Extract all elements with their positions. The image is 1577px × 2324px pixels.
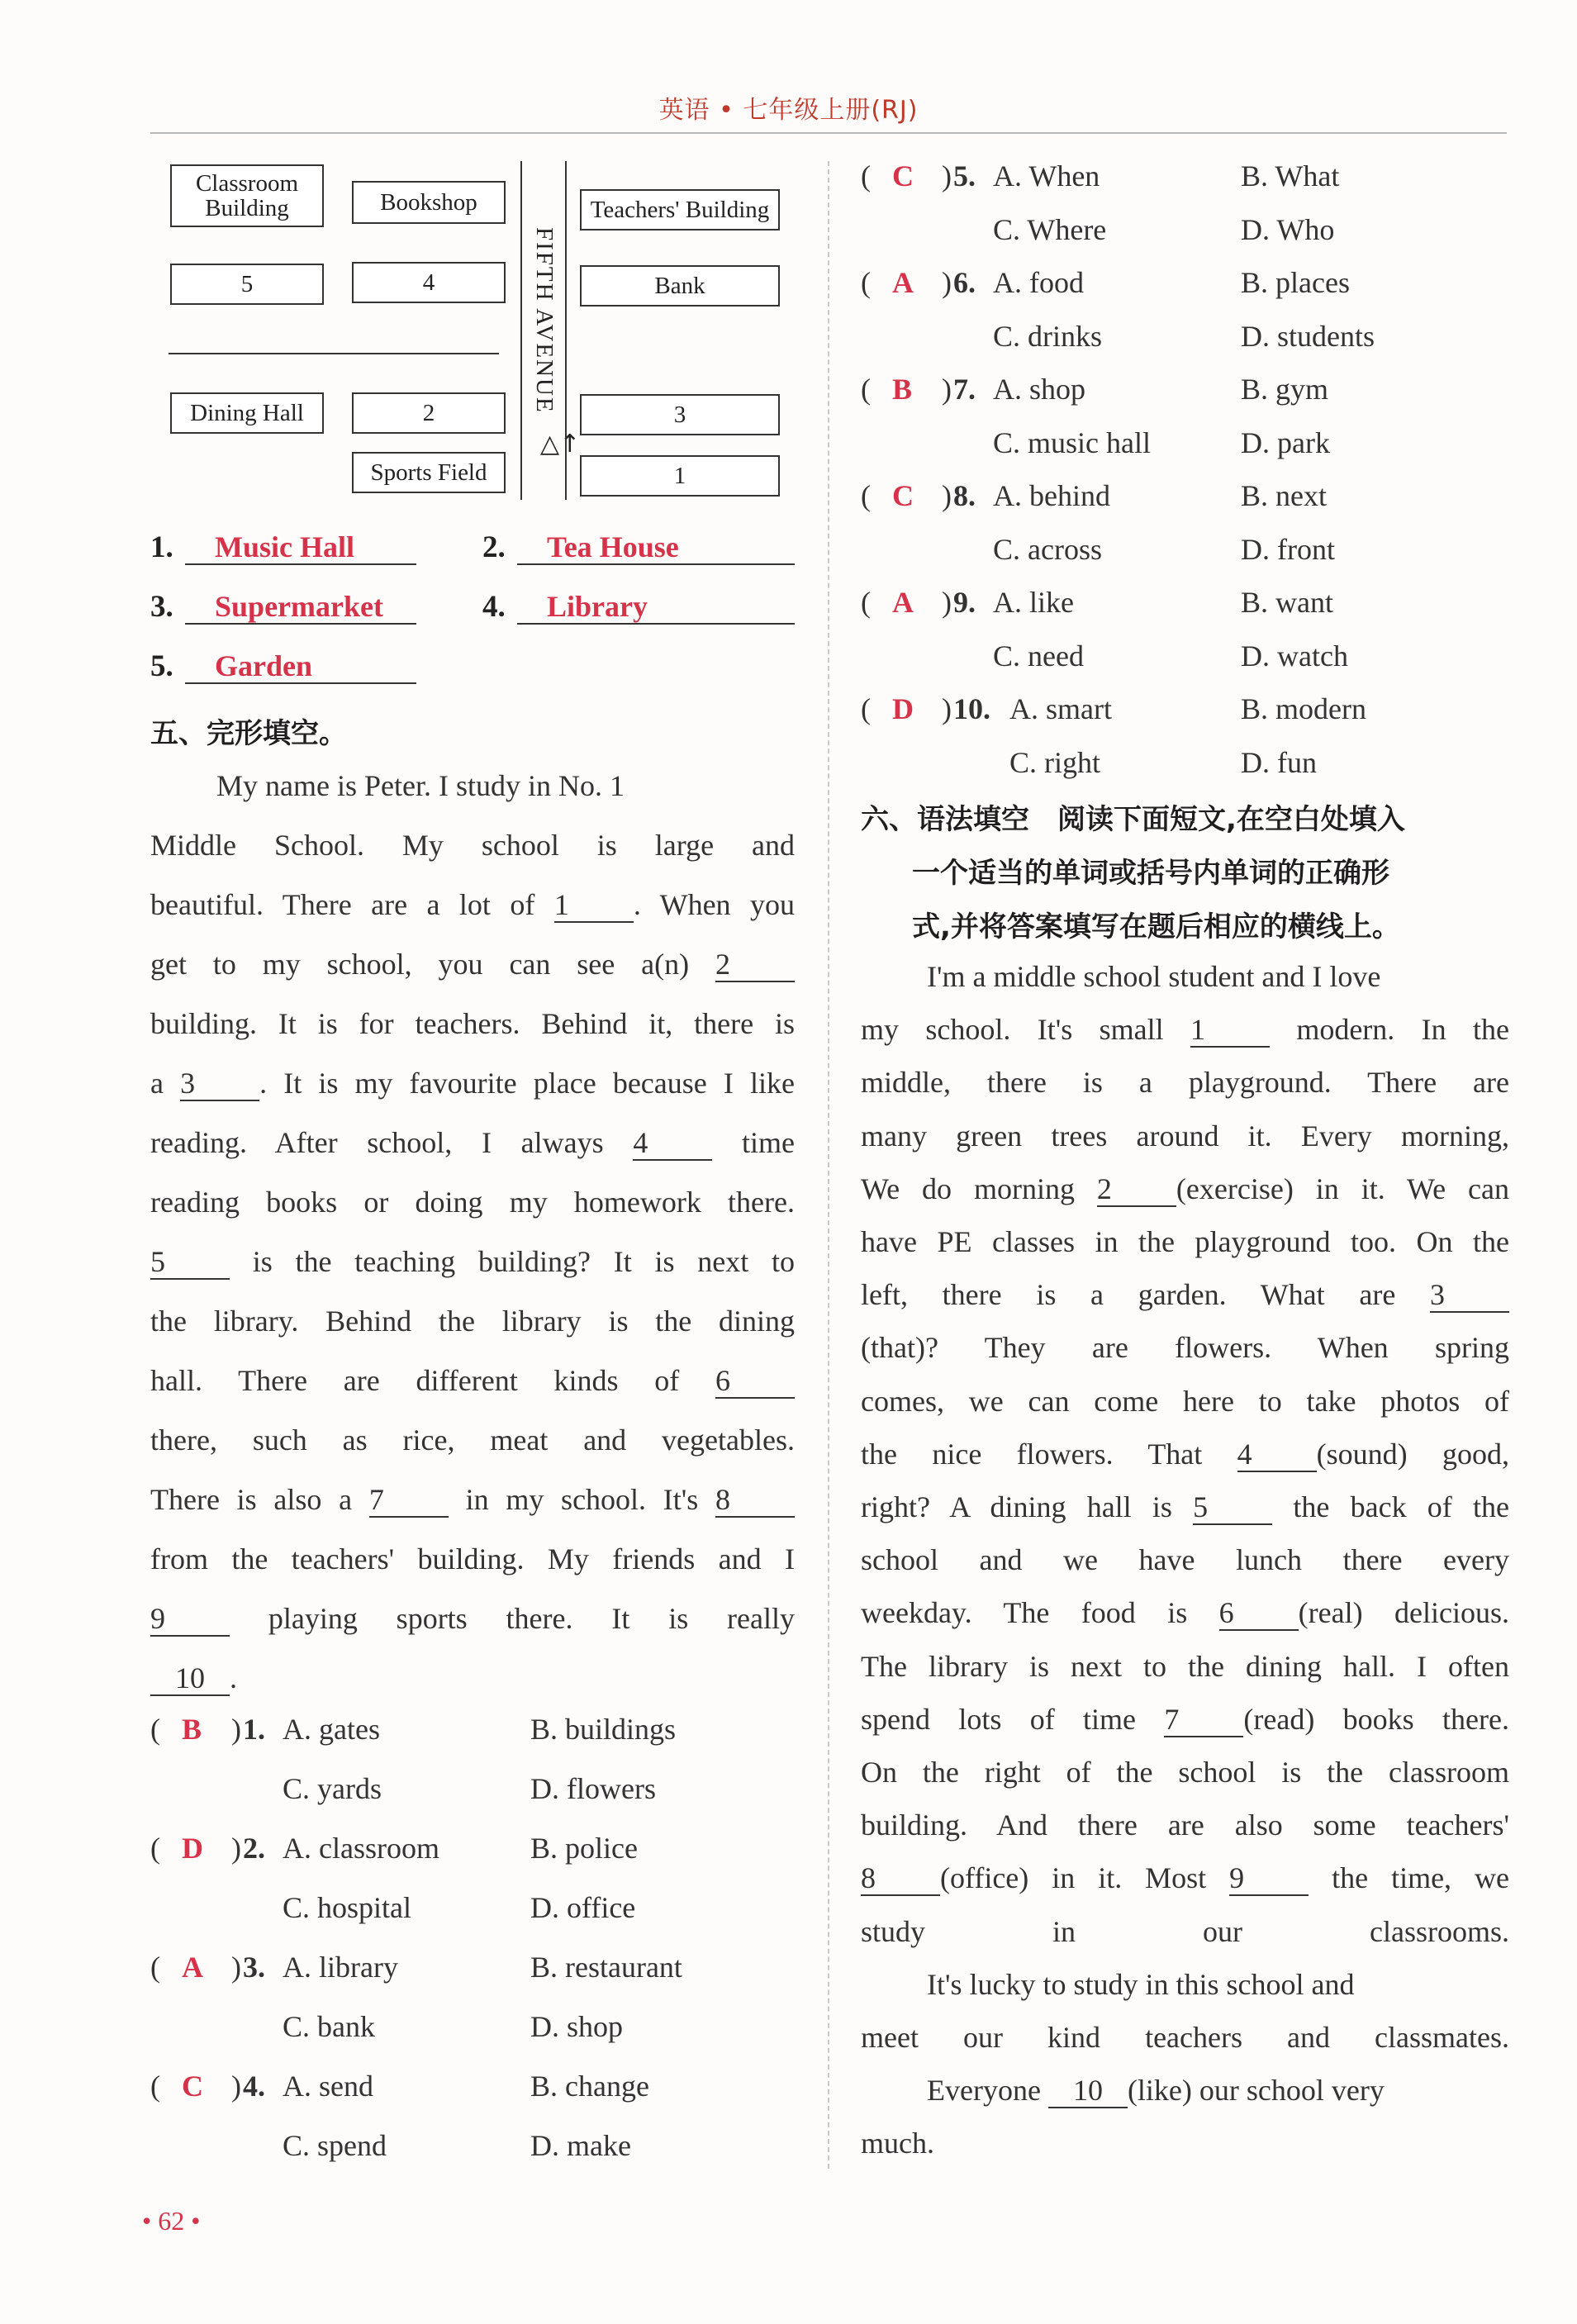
passage-text: middle, there is a playground. There are — [861, 1066, 1509, 1100]
passage-line — [861, 1110, 1509, 1162]
passage-line — [150, 815, 795, 875]
option-d: D. park — [1241, 425, 1330, 459]
passage-text: Middle School. My school is large and — [150, 829, 795, 862]
passage-text: left, there is a garden. What are — [861, 1278, 1430, 1312]
cloze-title: 五、完形填空。 — [150, 717, 347, 750]
option-b: B. modern — [1241, 692, 1366, 725]
passage-line — [861, 1851, 1509, 1904]
map-box-2 — [352, 392, 506, 434]
blank-number: 2 — [715, 948, 795, 982]
answer-mark: A — [182, 1951, 203, 1984]
map-label: Teachers' Building — [590, 196, 770, 223]
passage-line — [150, 1589, 795, 1648]
map-answer-1 — [150, 529, 416, 565]
option-c: C. need — [993, 639, 1084, 672]
answer-paren-open: ( — [150, 1713, 160, 1746]
passage-text: (read) books there. — [1243, 1702, 1509, 1736]
passage-line — [861, 1693, 1509, 1746]
avenue-left-line — [520, 161, 522, 500]
passage-text: There is also a — [150, 1483, 369, 1516]
answer-paren-close: ) — [942, 373, 952, 406]
passage-text: playing sports there. It is really — [230, 1602, 795, 1635]
option-a: A. smart — [1009, 692, 1112, 725]
passage-line — [861, 1746, 1509, 1799]
map-label: Bookshop — [380, 188, 477, 216]
passage-line — [861, 1056, 1509, 1109]
answer-paren-open: ( — [150, 1832, 160, 1865]
answer-blank: Garden — [185, 648, 416, 684]
option-b: B. next — [1241, 479, 1327, 512]
answer-paren-open: ( — [861, 479, 871, 512]
blank-number: 2 — [1097, 1172, 1176, 1207]
answer-mark: B — [892, 373, 913, 406]
passage-text: meet our kind teachers and classmates. — [861, 2021, 1509, 2055]
option-b: B. What — [1241, 159, 1340, 192]
answer-paren-open: ( — [861, 373, 871, 406]
passage-line — [150, 1410, 795, 1470]
passage-line — [861, 1799, 1509, 1851]
option-d: D. watch — [1241, 639, 1348, 672]
grammar-title-line: 一个适当的单词或括号内单词的正确形 — [912, 857, 1389, 890]
blank-number: 9 — [1229, 1861, 1309, 1896]
passage-text: spend lots of time — [861, 1702, 1165, 1736]
answer-paren-close: ) — [231, 2070, 241, 2103]
map-label: 3 — [673, 401, 686, 428]
answer-blank: Library — [517, 588, 795, 625]
passage-text: the time, we — [1309, 1861, 1509, 1895]
answer-paren-close: ) — [231, 1951, 241, 1984]
blank-number: 1 — [554, 888, 634, 923]
question-number: 3. — [243, 1951, 265, 1984]
column-divider — [828, 161, 829, 2169]
passage-line — [861, 1375, 1509, 1428]
option-d: D. office — [530, 1891, 636, 1924]
option-c: C. spend — [283, 2129, 387, 2162]
question-number: 4. — [243, 2070, 265, 2103]
passage-text: building. It is for teachers. Behind it, there is — [150, 1007, 795, 1040]
passage-text: (office) in it. Most — [940, 1861, 1230, 1895]
passage-text: hall. There are different kinds of — [150, 1364, 715, 1397]
passage-text: the nice flowers. That — [861, 1437, 1237, 1471]
map-dining-hall — [170, 392, 324, 434]
blank-number: 1 — [1190, 1013, 1270, 1048]
map-label: Classroom Building — [195, 169, 299, 221]
passage-line — [861, 2011, 1509, 2064]
page-header: 英语 • 七年级上册(RJ) — [658, 96, 919, 125]
passage-text: have PE classes in the playground too. On the — [861, 1225, 1509, 1259]
passage-text: study in our classrooms. — [861, 1914, 1509, 1948]
question-row — [150, 2009, 795, 2069]
passage-line — [150, 994, 795, 1053]
question-number: 6. — [953, 266, 976, 299]
option-b: B. police — [530, 1832, 638, 1865]
passage-text: My name is Peter. I study in No. 1 — [216, 769, 625, 802]
answer-number: 1. — [150, 530, 173, 564]
grammar-title — [861, 793, 1509, 954]
passage-line — [861, 1480, 1509, 1533]
passage-text: The library is next to the dining hall. I often — [861, 1649, 1509, 1683]
answer-paren-close: ) — [942, 479, 952, 512]
option-b: B. places — [1241, 266, 1350, 299]
avenue-right-line — [565, 161, 567, 500]
answer-paren-open: ( — [861, 159, 871, 192]
option-b: B. restaurant — [530, 1951, 682, 1984]
question-number: 5. — [953, 159, 976, 192]
answer-paren-open: ( — [861, 266, 871, 299]
passage-text: building. And there are also some teachers' — [861, 1808, 1509, 1842]
question-row — [150, 1831, 795, 1890]
answer-mark: B — [182, 1713, 202, 1746]
blank-number: 3 — [1430, 1278, 1509, 1313]
passage-text: school and we have lunch there every — [861, 1543, 1509, 1577]
grammar-title-line: 式,并将答案填写在题后相应的横线上。 — [912, 910, 1400, 943]
blank-number: 3 — [180, 1067, 259, 1101]
passage-text: It's lucky to study in this school and — [927, 1967, 1355, 2001]
map-answer-5 — [150, 648, 416, 684]
option-a: A. like — [993, 586, 1074, 619]
passage-text: many green trees around it. Every morning, — [861, 1119, 1509, 1152]
passage-text: time — [712, 1126, 795, 1159]
passage-line — [150, 875, 795, 934]
passage-line — [150, 1113, 795, 1172]
passage-text: . It is my favourite place because I like — [259, 1067, 795, 1100]
question-row — [861, 265, 1509, 319]
blank-number: 4 — [1237, 1438, 1317, 1472]
passage-line — [861, 1640, 1509, 1693]
north-arrow-icon: △↑ — [540, 430, 581, 459]
passage-line — [861, 2064, 1509, 2117]
option-d: D. front — [1241, 532, 1335, 566]
blank-number: 10 — [150, 1661, 230, 1696]
passage-line — [861, 1215, 1509, 1268]
passage-text: (exercise) in it. We can — [1176, 1172, 1509, 1205]
blank-number: 10 — [1048, 2074, 1128, 2108]
passage-line — [861, 2117, 1509, 2170]
passage-text: right? A dining hall is — [861, 1490, 1194, 1524]
passage-text: . When you — [633, 888, 796, 921]
passage-text: modern. In the — [1269, 1013, 1509, 1047]
map-box-1 — [580, 455, 780, 497]
passage-text: (like) our school very — [1127, 2074, 1385, 2108]
blank-number: 6 — [715, 1364, 795, 1399]
passage-text: . — [230, 1661, 237, 1694]
passage-text: (that)? They are flowers. When spring — [861, 1331, 1509, 1365]
avenue-label: FIFTH AVENUE — [531, 227, 558, 414]
option-b: B. buildings — [530, 1713, 677, 1746]
question-row — [150, 1950, 795, 2009]
option-c: C. bank — [283, 2010, 375, 2043]
answer-mark: A — [892, 586, 914, 619]
passage-text: I'm a middle school student and I love — [927, 960, 1381, 993]
option-a: A. classroom — [283, 1832, 439, 1865]
question-row — [861, 478, 1509, 532]
option-c: C. Where — [993, 212, 1107, 246]
passage-line — [861, 1268, 1509, 1321]
question-row — [150, 1890, 795, 1950]
option-d: D. Who — [1241, 212, 1335, 246]
map-box-3 — [580, 394, 780, 435]
passage-line — [150, 1291, 795, 1351]
passage-text: reading. After school, I always — [150, 1126, 634, 1159]
question-row — [150, 1771, 795, 1831]
answer-paren-close: ) — [231, 1832, 241, 1865]
option-a: A. behind — [993, 479, 1110, 512]
map-classroom-building — [170, 164, 324, 227]
passage-text: We do morning — [861, 1172, 1097, 1205]
cloze-options-right — [861, 159, 1509, 798]
answer-paren-close: ) — [942, 586, 952, 619]
blank-number: 7 — [369, 1483, 449, 1518]
passage-text: reading books or doing my homework there. — [150, 1186, 795, 1219]
passage-text: weekday. The food is — [861, 1596, 1219, 1630]
passage-text: much. — [861, 2127, 934, 2160]
passage-line — [861, 1586, 1509, 1639]
passage-line — [150, 1232, 795, 1291]
option-a: A. food — [993, 266, 1084, 299]
map-label: 5 — [240, 270, 254, 297]
passage-line — [150, 1351, 795, 1410]
answer-paren-close: ) — [942, 266, 952, 299]
passage-line — [150, 1053, 795, 1113]
answer-number: 2. — [482, 530, 506, 564]
passage-line — [861, 1958, 1509, 2011]
passage-text: from the teachers' building. My friends and I — [150, 1542, 795, 1575]
answer-paren-open: ( — [150, 2070, 160, 2103]
answer-blank: Music Hall — [185, 529, 416, 565]
answer-mark: D — [892, 692, 914, 725]
option-d: D. students — [1241, 319, 1375, 353]
passage-text: get to my school, you can see a(n) — [150, 948, 715, 981]
question-row — [861, 745, 1509, 799]
question-row — [861, 372, 1509, 425]
map-label: Bank — [654, 272, 705, 299]
grammar-passage — [861, 950, 1509, 2170]
question-number: 8. — [953, 479, 976, 512]
blank-number: 7 — [1164, 1703, 1243, 1737]
passage-text: On the right of the school is the classroom — [861, 1756, 1509, 1789]
map-bank — [580, 265, 780, 307]
option-a: A. library — [283, 1951, 398, 1984]
question-row — [861, 425, 1509, 479]
map-box-4 — [352, 262, 506, 303]
passage-line — [150, 1172, 795, 1232]
question-row — [861, 532, 1509, 586]
header-rule — [150, 132, 1507, 134]
map-road-line — [169, 353, 499, 354]
passage-line — [861, 950, 1509, 1003]
passage-line — [861, 1533, 1509, 1586]
passage-line — [150, 1470, 795, 1529]
passage-line — [150, 934, 795, 994]
answer-blank: Supermarket — [185, 588, 416, 625]
answer-mark: C — [182, 2070, 203, 2103]
map-label: 2 — [422, 399, 435, 426]
answer-number: 4. — [482, 590, 506, 624]
passage-line — [861, 1428, 1509, 1480]
map-bookshop — [352, 181, 506, 224]
map-teachers-building — [580, 189, 780, 230]
option-c: C. drinks — [993, 319, 1103, 353]
answer-mark: A — [892, 266, 914, 299]
answer-number: 5. — [150, 649, 173, 683]
map-sports-field — [352, 452, 506, 493]
grammar-title-line: 六、语法填空 阅读下面短文,在空白处填入 — [861, 803, 1405, 836]
blank-number: 4 — [633, 1126, 712, 1161]
answer-paren-close: ) — [231, 1713, 241, 1746]
answer-mark: D — [182, 1832, 203, 1865]
option-d: D. fun — [1241, 745, 1317, 779]
option-d: D. make — [530, 2129, 631, 2162]
option-d: D. shop — [530, 2010, 624, 2043]
page-number: • 62 • — [142, 2206, 201, 2236]
map-label: 1 — [673, 462, 686, 489]
passage-text: (sound) good, — [1316, 1437, 1509, 1471]
blank-number: 8 — [715, 1483, 795, 1518]
passage-line — [150, 756, 795, 815]
option-a: A. When — [993, 159, 1100, 192]
passage-text: Everyone — [927, 2074, 1048, 2108]
passage-text: (real) delicious. — [1298, 1596, 1509, 1630]
question-row — [150, 2069, 795, 2128]
option-a: A. gates — [283, 1713, 380, 1746]
passage-text: in my school. It's — [448, 1483, 716, 1516]
map-answer-4 — [482, 588, 795, 625]
question-row — [150, 1712, 795, 1771]
option-b: B. change — [530, 2070, 649, 2103]
passage-line — [861, 1321, 1509, 1374]
passage-line — [150, 1648, 795, 1708]
passage-text: my school. It's small — [861, 1013, 1190, 1047]
map-label: 4 — [422, 269, 435, 296]
option-c: C. yards — [283, 1772, 382, 1805]
answer-paren-open: ( — [861, 692, 871, 725]
question-row — [861, 639, 1509, 692]
answer-paren-open: ( — [150, 1951, 160, 1984]
passage-text: beautiful. There are a lot of — [150, 888, 554, 921]
school-map — [150, 161, 795, 508]
question-row — [861, 691, 1509, 745]
question-row — [861, 319, 1509, 373]
map-answer-3 — [150, 588, 416, 625]
passage-line — [861, 1003, 1509, 1056]
passage-text: the back of the — [1272, 1490, 1510, 1524]
answer-paren-close: ) — [942, 692, 952, 725]
option-c: C. music hall — [993, 425, 1151, 459]
option-d: D. flowers — [530, 1772, 656, 1805]
answer-mark: C — [892, 159, 914, 192]
map-label: Sports Field — [370, 459, 487, 486]
option-c: C. hospital — [283, 1891, 412, 1924]
option-a: A. shop — [993, 373, 1086, 406]
passage-text: comes, we can come here to take photos of — [861, 1384, 1509, 1418]
question-number: 10. — [953, 692, 990, 725]
passage-line — [861, 1162, 1509, 1215]
passage-text: there, such as rice, meat and vegetables. — [150, 1423, 795, 1457]
passage-text: is the teaching building? It is next to — [230, 1245, 795, 1278]
passage-line — [150, 1529, 795, 1589]
question-number: 2. — [243, 1832, 265, 1865]
cloze-options-left — [150, 1712, 795, 2188]
question-row — [150, 2128, 795, 2188]
answer-paren-open: ( — [861, 586, 871, 619]
cloze-passage — [150, 756, 795, 1708]
answer-mark: C — [892, 479, 914, 512]
blank-number: 5 — [150, 1245, 230, 1280]
option-b: B. want — [1241, 586, 1333, 619]
map-answer-2 — [482, 529, 795, 565]
question-row — [861, 212, 1509, 266]
map-box-5 — [170, 264, 324, 305]
blank-number: 8 — [861, 1861, 940, 1896]
option-c: C. across — [993, 532, 1102, 566]
question-row — [861, 159, 1509, 212]
map-label: Dining Hall — [190, 399, 304, 426]
answer-blank: Tea House — [517, 529, 795, 565]
blank-number: 9 — [150, 1602, 230, 1637]
question-number: 9. — [953, 586, 976, 619]
blank-number: 6 — [1219, 1596, 1299, 1631]
passage-line — [861, 1905, 1509, 1958]
answer-number: 3. — [150, 590, 173, 624]
question-number: 1. — [243, 1713, 265, 1746]
option-c: C. right — [1009, 745, 1101, 779]
option-a: A. send — [283, 2070, 373, 2103]
question-number: 7. — [953, 373, 976, 406]
question-row — [861, 585, 1509, 639]
blank-number: 5 — [1193, 1490, 1272, 1525]
answer-paren-close: ) — [942, 159, 952, 192]
option-b: B. gym — [1241, 373, 1329, 406]
passage-text: a — [150, 1067, 181, 1100]
passage-text: the library. Behind the library is the dining — [150, 1305, 795, 1338]
